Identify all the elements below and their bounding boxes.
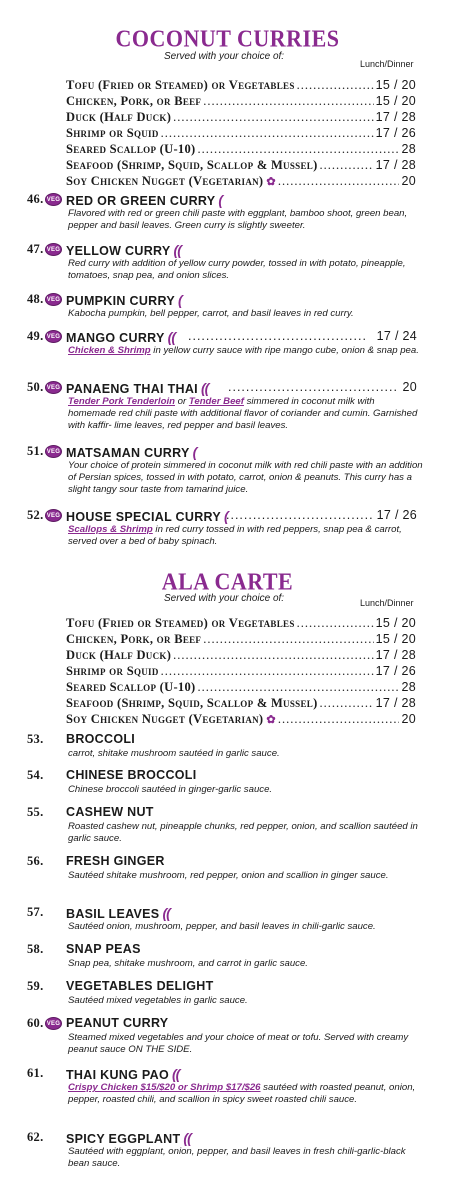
item-price: 17 / 24 <box>376 329 417 343</box>
protein-row: Seafood (Shrimp, Squid, Scallop & Mussel) ..... 17 / 28 <box>66 696 416 712</box>
item-number: 61. <box>27 1066 44 1080</box>
section-title-coconut-curries: COCONUT CURRIES <box>115 24 340 53</box>
protein-row: Chicken, Pork, or Beef ..... 15 / 20 <box>66 632 416 648</box>
item-description: Your choice of protein simmered in coconut milk with red chili paste with an addition of Persian spices, tossed in with potato, carrot, onion & peanuts. This curry has a slight tangy sour taste from tamarind juice. <box>68 460 423 495</box>
protein-row: Tofu (Fried or Steamed) or Vegetables ..... 15 / 20 <box>66 78 416 94</box>
item-name: SPICY EGGPLANT (( <box>66 1130 191 1146</box>
veg-badge-icon: VEG <box>45 293 62 306</box>
item-number: 58. <box>27 942 44 956</box>
item-description: Kabocha pumpkin, bell pepper, carrot, and basil leaves in red curry. <box>68 308 354 319</box>
menu-item <box>0 242 455 282</box>
chili-icon: ( <box>192 444 197 460</box>
item-description: Tender Pork Tenderloin or Tender Beef simmered in coconut milk with homemade red chili paste with additional flavor of coriander and cumin. Garnished with kaffir- lime leaves, red pepper and basil leaves. <box>68 396 418 431</box>
alacarte-protein-price-list <box>66 616 416 728</box>
item-description: Flavored with red or green chili paste with eggplant, bamboo shoot, green bean, pepper and basil leaves. Green curry is slightly sweeter. <box>68 208 408 231</box>
menu-item <box>0 854 455 882</box>
menu-item <box>0 192 455 232</box>
protein-highlight: Tender Pork Tenderloin <box>68 396 175 407</box>
menu-item <box>0 979 455 1007</box>
item-number: 53. <box>27 732 44 746</box>
menu-item <box>0 905 455 933</box>
item-description: carrot, shitake mushroom sautéed in garlic sauce. <box>68 748 280 759</box>
item-name: PANAENG THAI THAI (( <box>66 380 209 396</box>
item-description: Chinese broccoli sautéed in ginger-garlic sauce. <box>68 784 273 795</box>
item-description: Crispy Chicken $15/$20 or Shrimp $17/$26 sautéed with roasted peanut, onion, pepper, roasted chili, and scallion in spicy sweet roasted chili sauce. <box>68 1082 416 1105</box>
item-description: Sautéed mixed vegetables in garlic sauce. <box>68 995 248 1006</box>
menu-item <box>0 292 455 320</box>
item-description: Snap pea, shitake mushroom, and carrot in garlic sauce. <box>68 958 308 969</box>
veg-badge-icon: VEG <box>45 381 62 394</box>
item-name: MANGO CURRY (( <box>66 329 175 345</box>
item-name: BASIL LEAVES (( <box>66 905 170 921</box>
item-number: 52. <box>27 508 44 522</box>
item-number: 62. <box>27 1130 44 1144</box>
item-number: 48. <box>27 292 44 306</box>
curries-protein-price-list <box>66 78 416 190</box>
item-name: VEGETABLES DELIGHT <box>66 979 214 993</box>
menu-item <box>0 732 455 760</box>
item-number: 54. <box>27 768 44 782</box>
section-title-ala-carte: ALA CARTE <box>161 567 294 596</box>
protein-row: Seared Scallop (U-10) ..... 28 <box>66 142 416 158</box>
item-number: 51. <box>27 444 44 458</box>
protein-row: Soy Chicken Nugget (Vegetarian) ✿ ..... 20 <box>66 174 416 190</box>
lunch-dinner-label: Lunch/Dinner <box>360 59 414 69</box>
menu-item <box>0 1016 455 1056</box>
veg-badge-icon: VEG <box>45 193 62 206</box>
chili-icon: (( <box>173 242 181 258</box>
chili-icon: ( <box>218 192 223 208</box>
veg-badge-icon: VEG <box>45 445 62 458</box>
menu-item <box>0 1066 455 1106</box>
protein-row: Shrimp or Squid ..... 17 / 26 <box>66 126 416 142</box>
item-name: YELLOW CURRY (( <box>66 242 181 258</box>
chili-icon: (( <box>171 1066 180 1082</box>
protein-row: Duck (Half Duck) ..... 17 / 28 <box>66 648 416 664</box>
protein-highlight: Crispy Chicken $15/$20 or Shrimp $17/$26 <box>68 1082 261 1093</box>
protein-highlight: Tender Beef <box>188 396 244 407</box>
menu-item <box>0 508 455 548</box>
item-number: 50. <box>27 380 44 394</box>
protein-row: Soy Chicken Nugget (Vegetarian) ✿ ..... 20 <box>66 712 416 728</box>
item-number: 46. <box>27 192 44 206</box>
item-description: Sautéed with eggplant, onion, pepper, and basil leaves in fresh chili-garlic-black bean sauce. <box>68 1146 406 1169</box>
protein-row: Duck (Half Duck) ..... 17 / 28 <box>66 110 416 126</box>
item-name: PEANUT CURRY <box>66 1016 169 1030</box>
item-name: RED OR GREEN CURRY ( <box>66 192 223 208</box>
item-name: CHINESE BROCCOLI <box>66 768 197 782</box>
menu-item <box>0 380 455 432</box>
item-description: Roasted cashew nut, pineapple chunks, red pepper, onion, and scallion sautéed in garlic sauce. <box>68 821 418 844</box>
chili-icon: (( <box>162 905 170 921</box>
item-number: 49. <box>27 329 44 343</box>
veg-badge-icon: VEG <box>45 1017 62 1030</box>
item-description: Scallops & Shrimp in red curry tossed in with red peppers, snap pea & carrot, served over a bed of baby spinach. <box>68 524 402 547</box>
item-number: 59. <box>27 979 44 993</box>
menu-item <box>0 444 455 496</box>
item-description: Sautéed onion, mushroom, pepper, and basil leaves in chili-garlic sauce. <box>68 921 376 932</box>
protein-row: Shrimp or Squid ..... 17 / 26 <box>66 664 416 680</box>
chili-icon: (( <box>167 329 175 345</box>
item-number: 55. <box>27 805 44 819</box>
item-description: Steamed mixed vegetables and your choice of meat or tofu. Served with creamy peanut sauce ON THE SIDE. <box>68 1032 409 1055</box>
veg-badge-icon: VEG <box>45 330 62 343</box>
flower-icon: ✿ <box>266 176 276 188</box>
menu-item <box>0 805 455 845</box>
item-number: 56. <box>27 854 44 868</box>
protein-row: Seafood (Shrimp, Squid, Scallop & Mussel) ..... 17 / 28 <box>66 158 416 174</box>
item-name: CASHEW NUT <box>66 805 154 819</box>
item-price: 17 / 26 <box>376 508 417 522</box>
menu-item <box>0 768 455 796</box>
served-with-note: Served with your choice of: <box>164 593 285 604</box>
protein-row: Tofu (Fried or Steamed) or Vegetables ..... 15 / 20 <box>66 616 416 632</box>
item-name: BROCCOLI <box>66 732 136 746</box>
item-name: HOUSE SPECIAL CURRY ( <box>66 508 228 524</box>
item-number: 57. <box>27 905 44 919</box>
flower-icon: ✿ <box>266 714 276 726</box>
veg-badge-icon: VEG <box>45 509 62 522</box>
protein-row: Seared Scallop (U-10) ..... 28 <box>66 680 416 696</box>
menu-item <box>0 329 455 357</box>
served-with-note: Served with your choice of: <box>164 51 285 62</box>
lunch-dinner-label: Lunch/Dinner <box>360 598 414 608</box>
protein-row: Chicken, Pork, or Beef ..... 15 / 20 <box>66 94 416 110</box>
protein-highlight: Chicken & Shrimp <box>68 345 151 356</box>
item-name: FRESH GINGER <box>66 854 165 868</box>
menu-item <box>0 1130 455 1170</box>
item-description: Sautéed shitake mushroom, red pepper, onion and scallion in ginger sauce. <box>68 870 389 881</box>
item-name: SNAP PEAS <box>66 942 141 956</box>
item-number: 47. <box>27 242 44 256</box>
chili-icon: ( <box>178 292 182 308</box>
item-name: MATSAMAN CURRY ( <box>66 444 197 460</box>
protein-highlight: Scallops & Shrimp <box>68 524 153 535</box>
item-name: THAI KUNG PAO (( <box>66 1066 180 1082</box>
item-description: Chicken & Shrimp in yellow curry sauce with ripe mango cube, onion & snap pea. <box>68 345 419 356</box>
chili-icon: (( <box>183 1130 191 1146</box>
veg-badge-icon: VEG <box>45 243 62 256</box>
chili-icon: ( <box>224 508 228 524</box>
item-name: PUMPKIN CURRY ( <box>66 292 182 308</box>
item-description: Red curry with addition of yellow curry powder, tossed in with potato, pineapple, tomatoes, snap pea, and onion slices. <box>68 258 406 281</box>
item-price: 20 <box>402 380 417 394</box>
chili-icon: (( <box>200 380 209 396</box>
menu-item <box>0 942 455 970</box>
item-number: 60. <box>27 1016 44 1030</box>
